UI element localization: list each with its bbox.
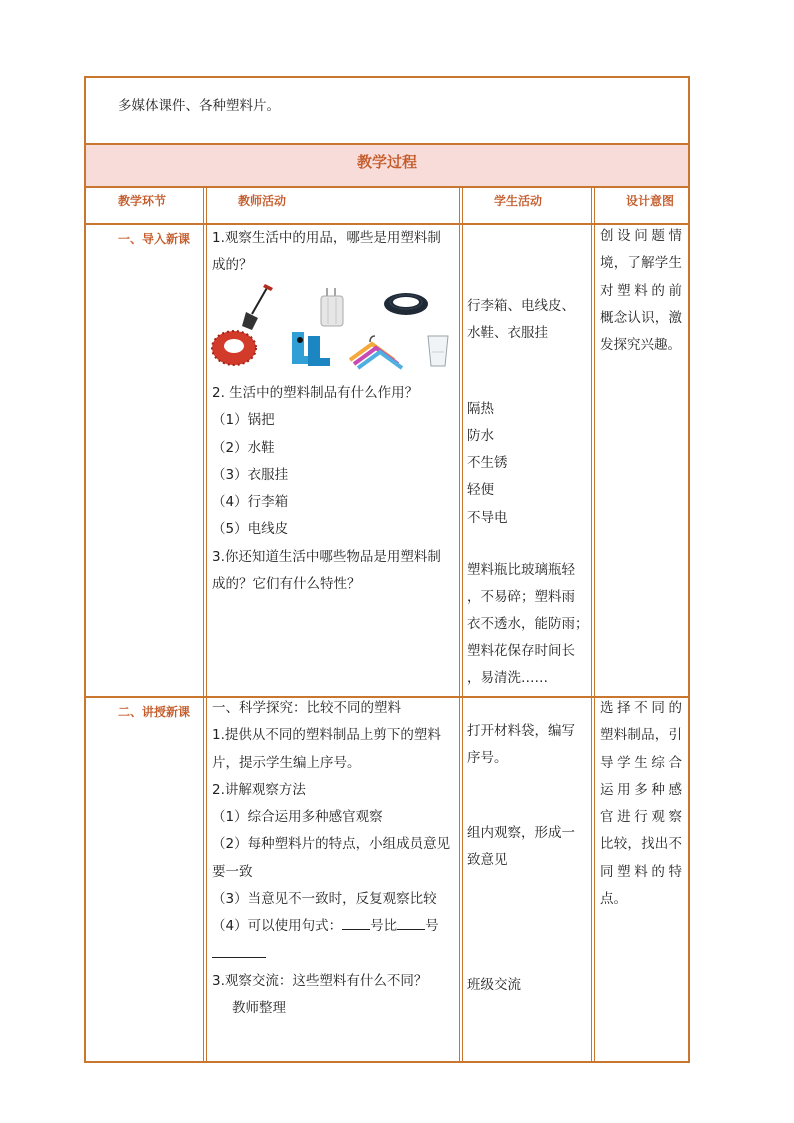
col-divider <box>462 188 463 1063</box>
student-line: ，不易碎；塑料雨 <box>467 589 575 605</box>
student-line: ，易清洗…… <box>467 670 548 686</box>
process-title: 教学过程 <box>356 153 417 171</box>
materials-text: 多媒体课件、各种塑料片。 <box>118 98 280 114</box>
student-line: 衣不透水，能防雨； <box>467 616 589 632</box>
student-line: 防水 <box>467 428 494 444</box>
teacher-line: 成的？它们有什么特性？ <box>212 576 361 593</box>
intent-line: 选择不同的 <box>600 700 682 716</box>
teacher-line: （5）电线皮 <box>212 521 289 538</box>
rubber-ring-icon <box>212 331 256 365</box>
intent-line: 官进行观察 <box>600 809 682 826</box>
table-border-bottom <box>84 1061 690 1063</box>
teacher-line: 片，提示学生编上序号。 <box>212 754 361 771</box>
teacher-line <box>212 913 456 940</box>
student-line: 致意见 <box>467 852 508 868</box>
section1-stage: 一、导入新课 <box>118 232 191 246</box>
header-stage: 教学环节 <box>118 194 167 208</box>
teacher-line: 2. 生活中的塑料制品有什么作用？ <box>212 385 419 401</box>
table-border-top <box>84 76 690 78</box>
student-line: 打开材料袋，编写 <box>467 723 575 739</box>
rain-boots-icon <box>292 332 330 366</box>
intent-line: 比较，找出不 <box>600 836 682 853</box>
intent-line: 塑料制品，引 <box>600 727 682 744</box>
sentence-pattern-end: 号 <box>425 918 439 935</box>
intent-line: 点。 <box>600 891 627 908</box>
student-line: 不生锈 <box>467 455 508 471</box>
glass-icon <box>428 336 448 366</box>
student-line: 行李箱、电线皮、 <box>467 298 575 314</box>
teacher-line: （2）水鞋 <box>212 439 275 456</box>
row-divider <box>84 186 690 188</box>
section2-intent <box>600 695 682 913</box>
teacher-line: 3.观察交流：这些塑料有什么不同？ <box>212 972 428 989</box>
teacher-line: （4）行李箱 <box>212 494 289 511</box>
blank-line <box>212 943 266 958</box>
header-intent: 设计意图 <box>626 194 675 208</box>
plastic-items-images <box>210 282 456 378</box>
intent-line: 发探究兴趣。 <box>600 337 681 354</box>
teacher-line: （1）综合运用多种感官观察 <box>212 809 383 826</box>
intent-line: 境，了解学生 <box>600 255 682 272</box>
teacher-line: 1.观察生活中的用品，哪些是用塑料制 <box>212 230 441 246</box>
sentence-pattern-mid: 号比 <box>370 918 398 935</box>
section1-intent <box>600 223 682 359</box>
teacher-line: （3）当意见不一致时，反复观察比较 <box>212 891 437 908</box>
col-divider <box>459 188 460 1063</box>
intent-line: 导学生综合 <box>600 754 682 771</box>
student-line: 组内观察，形成一 <box>467 825 575 841</box>
intent-line: 对塑料的前 <box>600 282 682 299</box>
student-line: 水鞋、衣服挂 <box>467 325 548 341</box>
header-student: 学生活动 <box>494 194 543 208</box>
teacher-line: 2.讲解观察方法 <box>212 781 306 798</box>
hangers-icon <box>350 336 402 368</box>
col-divider <box>594 188 595 1063</box>
intent-line: 运用多种感 <box>600 781 682 798</box>
teacher-line: 一、科学探究：比较不同的塑料 <box>212 700 401 716</box>
section1-teacher-cont <box>212 380 456 598</box>
header-teacher: 教师活动 <box>238 194 287 208</box>
student-line: 隔热 <box>467 401 494 417</box>
sentence-pattern-label: （4）可以使用句式： <box>212 918 343 935</box>
col-divider <box>206 188 207 1063</box>
section2-stage: 二、讲授新课 <box>118 705 191 719</box>
intent-line: 同塑料的特 <box>600 863 682 880</box>
teacher-line: 教师整理 <box>232 1000 286 1017</box>
teacher-line: 1.提供从不同的塑料制品上剪下的塑料 <box>212 727 441 744</box>
shovel-icon <box>242 284 273 330</box>
student-line: 塑料花保存时间长 <box>467 643 575 659</box>
teacher-line: 3.你还知道生活中哪些物品是用塑料制 <box>212 548 441 565</box>
teacher-line: 要一致 <box>212 863 253 880</box>
student-line: 不导电 <box>467 510 508 526</box>
section1-teacher <box>212 225 456 280</box>
teacher-line: （3）衣服挂 <box>212 466 289 483</box>
student-line: 轻便 <box>467 482 494 498</box>
blank-line <box>397 915 425 930</box>
intent-line: 概念认识，激 <box>600 309 682 326</box>
teacher-line <box>212 941 456 968</box>
student-line: 塑料瓶比玻璃瓶轻 <box>467 562 575 578</box>
blank-line <box>342 915 370 930</box>
hose-coil-icon <box>384 293 428 315</box>
col-divider <box>203 188 204 1063</box>
student-line: 班级交流 <box>467 977 521 993</box>
section2-teacher <box>212 695 456 1023</box>
student-line: 序号。 <box>467 750 508 766</box>
teacher-line: （1）锅把 <box>212 412 275 429</box>
suitcase-icon <box>321 288 343 326</box>
intent-line: 创设问题情 <box>600 228 682 244</box>
teacher-line: （2）每种塑料片的特点，小组成员意见 <box>212 836 451 853</box>
col-divider <box>591 188 592 1063</box>
teacher-line: 成的？ <box>212 257 253 274</box>
